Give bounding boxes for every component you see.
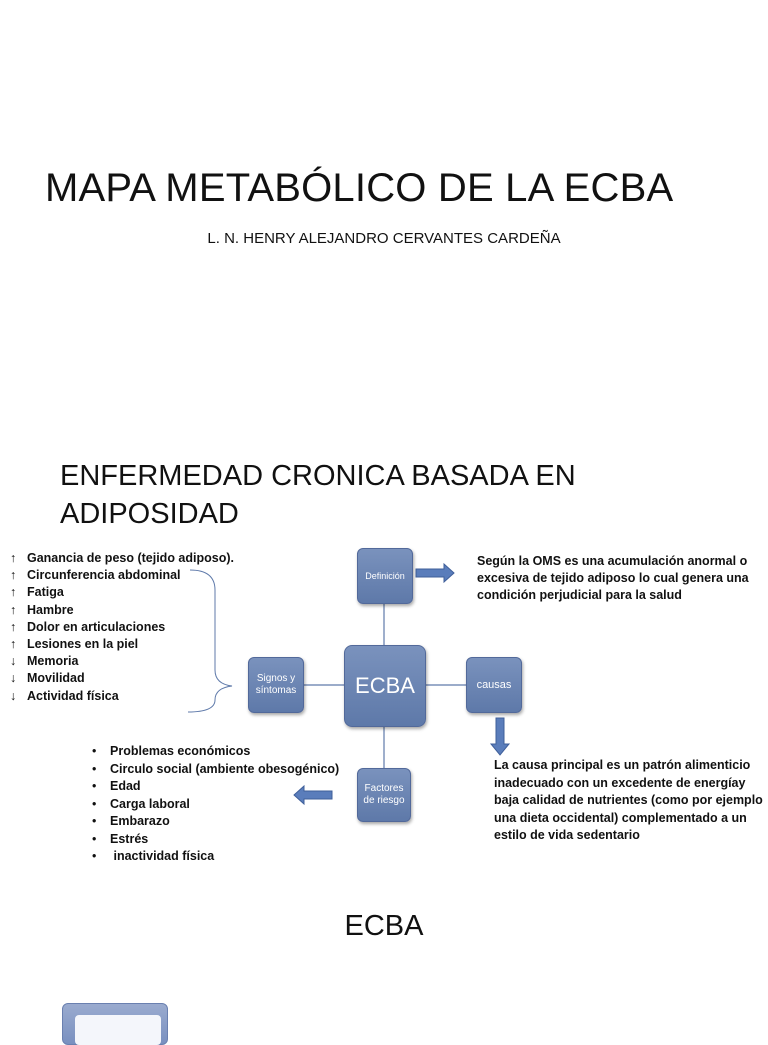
arrow-icon: ↑ (10, 637, 17, 652)
list-item (10, 619, 234, 636)
list-item (92, 778, 339, 796)
arrow-icon: ↑ (10, 585, 17, 600)
list-item (10, 670, 234, 687)
list-item-text: Edad (110, 779, 141, 793)
list-item-text: Lesiones en la piel (27, 637, 139, 652)
list-item (92, 796, 339, 814)
list-item-text: Circunferencia abdominal (27, 568, 181, 583)
list-item-text: Estrés (110, 831, 149, 846)
list-item (92, 831, 339, 849)
partial-node-inner (75, 1015, 161, 1045)
list-item-text: Hambre (27, 602, 74, 617)
definition-node: Definición (357, 548, 413, 604)
page-title: MAPA METABÓLICO DE LA ECBA (45, 166, 674, 210)
causes-text: La causa principal es un patrón alimenticio inadecuado con un excedente de energíay baja calidad de nutrientes (como por ejemplo una dieta occidental) complementado a un estilo de vida sedentario (494, 758, 763, 842)
list-item (10, 636, 234, 653)
list-item-text: Movilidad (27, 671, 85, 686)
bullet-icon: • (92, 744, 97, 758)
list-item (92, 848, 339, 866)
section-title-line-1: ENFERMEDAD CRONICA BASADA EN (60, 460, 576, 492)
list-item-text: Dolor en articulaciones (27, 619, 166, 634)
list-item-text: Problemas económicos (110, 744, 251, 758)
bullet-icon: • (92, 814, 97, 828)
list-item (92, 743, 339, 761)
definition-text: Según la OMS es una acumulación anormal o excesiva de tejido adiposo lo cual genera una condición perjudicial para la salud (477, 554, 749, 603)
bullet-icon: • (92, 849, 97, 863)
arrow-icon: ↑ (10, 602, 17, 617)
bullet-icon: • (92, 831, 97, 846)
signs-list (10, 550, 234, 705)
list-item-text: Fatiga (27, 585, 64, 600)
risk-factors-node: Factores de riesgo (357, 768, 411, 822)
list-item (92, 813, 339, 831)
list-item-text: inactividad física (110, 849, 215, 863)
list-item (10, 602, 234, 619)
list-item-text: Carga laboral (110, 796, 190, 811)
arrow-icon: ↓ (10, 671, 17, 686)
list-item-text: Actividad física (27, 688, 119, 703)
list-item (92, 761, 339, 779)
section-title-line-2: ADIPOSIDAD (60, 498, 239, 530)
arrow-right-icon (416, 564, 454, 582)
center-node: ECBA (344, 645, 426, 727)
list-item (10, 567, 234, 584)
section-title (60, 457, 660, 533)
arrow-icon: ↓ (10, 654, 17, 669)
arrow-icon: ↓ (10, 688, 17, 703)
author-subtitle: L. N. HENRY ALEJANDRO CERVANTES CARDEÑA (207, 230, 561, 247)
bullet-icon: • (92, 761, 97, 776)
list-item-text: Circulo social (ambiente obesogénico) (110, 761, 340, 776)
list-item-text: Ganancia de peso (tejido adiposo). (27, 551, 234, 565)
causes-node: causas (466, 657, 522, 713)
arrow-icon: ↑ (10, 619, 17, 634)
list-item (10, 584, 234, 601)
list-item (10, 653, 234, 670)
arrow-icon: ↑ (10, 551, 17, 565)
arrow-down-icon (491, 718, 509, 755)
list-item (10, 550, 234, 567)
footer-title: ECBA (344, 910, 424, 942)
arrow-icon: ↑ (10, 568, 17, 583)
bullet-icon: • (92, 796, 97, 811)
list-item-text: Memoria (27, 654, 79, 669)
list-item (10, 688, 234, 705)
signs-node: Signos y síntomas (248, 657, 304, 713)
bullet-icon: • (92, 779, 97, 793)
list-item-text: Embarazo (110, 814, 170, 828)
risk-factors-list (92, 743, 339, 866)
